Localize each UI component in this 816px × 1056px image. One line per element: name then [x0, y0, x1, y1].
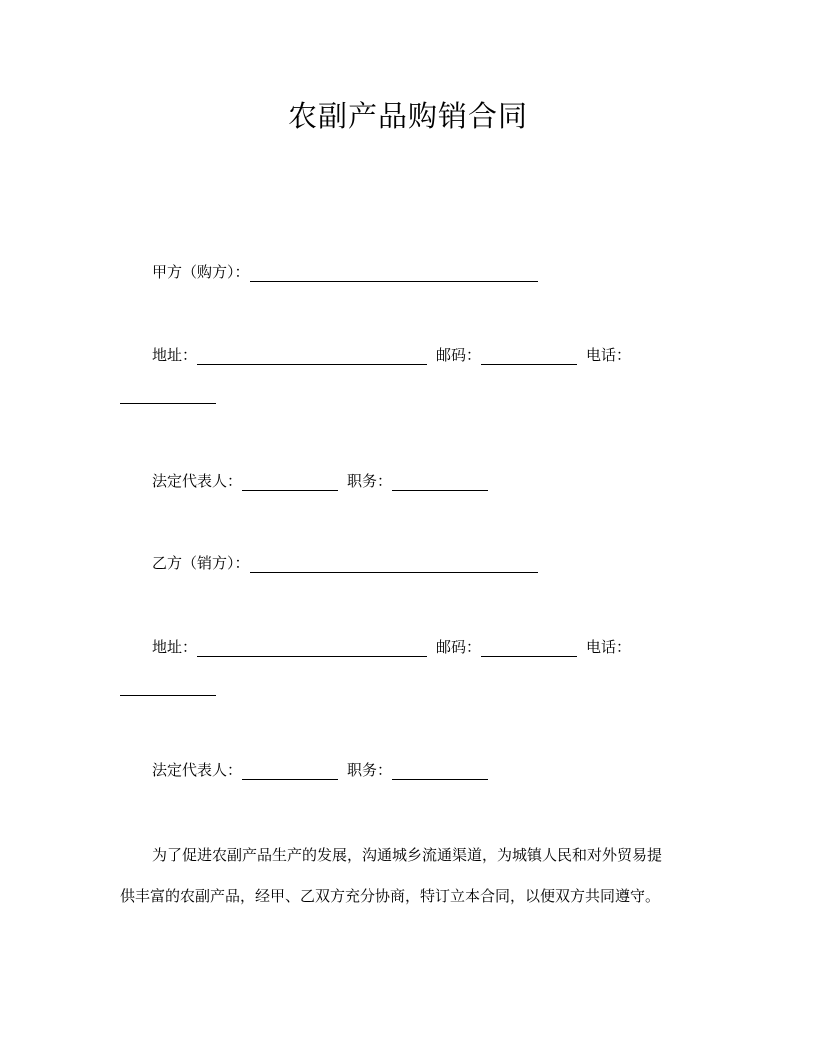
party-a-position-label: 职务： [347, 472, 393, 490]
party-a-postcode-blank[interactable] [481, 347, 577, 365]
party-a-label: 甲方（购方）： [152, 263, 250, 281]
party-a-postcode-label: 邮码： [436, 346, 482, 364]
party-a-rep-line [152, 471, 488, 491]
party-b-position-label: 职务： [347, 761, 393, 779]
party-a-name-blank[interactable] [250, 264, 538, 282]
party-b-phone-line [120, 678, 216, 696]
party-b-contact-line [152, 637, 631, 657]
preamble-line-2: 供丰富的农副产品，经甲、乙双方充分协商，特订立本合同，以便双方共同遵守。 [120, 887, 661, 905]
party-b-legal-rep-blank[interactable] [242, 762, 338, 780]
party-b-line [152, 553, 538, 573]
party-b-phone-blank[interactable] [120, 678, 216, 696]
preamble-line-1: 为了促进农副产品生产的发展，沟通城乡流通渠道，为城镇人民和对外贸易提 [152, 846, 663, 864]
party-a-phone-label: 电话： [586, 346, 632, 364]
document-title: 农副产品购销合同 [287, 99, 528, 133]
party-a-address-blank[interactable] [197, 347, 427, 365]
party-b-rep-line [152, 760, 488, 780]
party-a-phone-line [120, 386, 216, 404]
party-a-legal-rep-blank[interactable] [242, 473, 338, 491]
party-b-legal-rep-label: 法定代表人： [152, 761, 243, 779]
party-a-address-label: 地址： [152, 346, 198, 364]
party-b-address-label: 地址： [152, 638, 198, 656]
party-b-postcode-blank[interactable] [481, 639, 577, 657]
party-b-phone-label: 电话： [586, 638, 632, 656]
party-b-position-blank[interactable] [392, 762, 488, 780]
party-b-postcode-label: 邮码： [436, 638, 482, 656]
party-a-line [152, 262, 538, 282]
party-b-name-blank[interactable] [250, 555, 538, 573]
party-b-label: 乙方（销方）： [152, 554, 250, 572]
party-a-position-blank[interactable] [392, 473, 488, 491]
party-a-legal-rep-label: 法定代表人： [152, 472, 243, 490]
party-a-contact-line [152, 345, 631, 365]
party-b-address-blank[interactable] [197, 639, 427, 657]
party-a-phone-blank[interactable] [120, 386, 216, 404]
